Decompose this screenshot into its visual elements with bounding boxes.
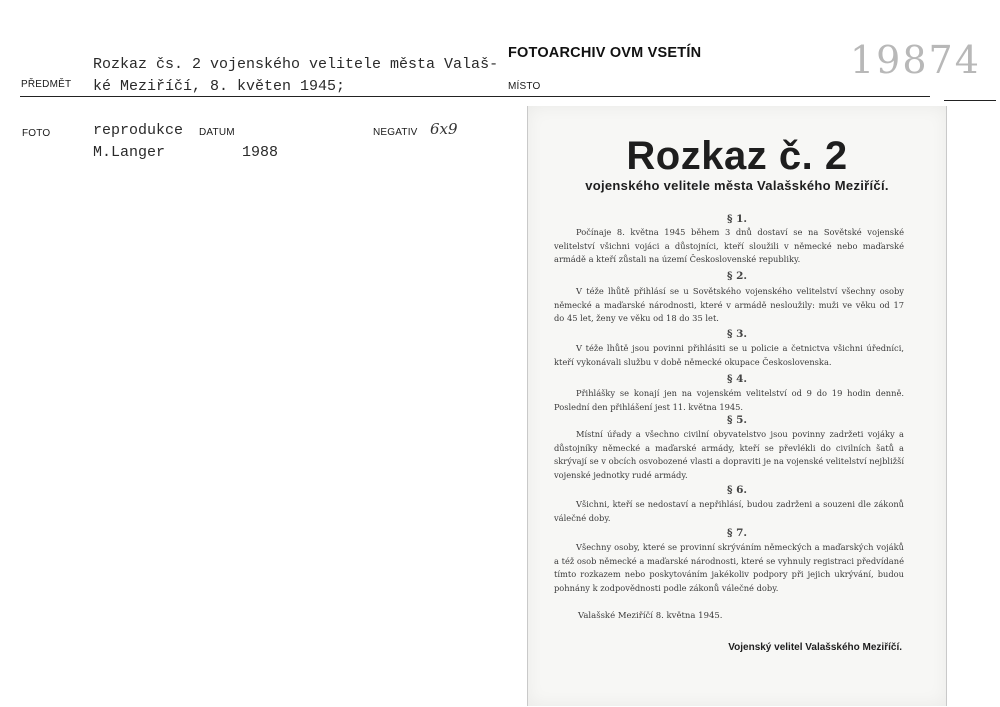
poster-title: Rozkaz č. 2 <box>626 134 848 178</box>
poster-signature: Vojenský velitel Valašského Meziříčí. <box>728 642 902 653</box>
poster-subtitle: vojenského velitele města Valašského Meziříčí. <box>585 178 889 193</box>
negativ-label: NEGATIV <box>373 127 418 138</box>
predmet-label: PŘEDMĚT <box>21 79 72 90</box>
datum-label: DATUM <box>199 127 235 138</box>
header-rule <box>20 96 930 97</box>
section-sign: § 2. <box>726 270 748 282</box>
section-text: Všichni, kteří se nedostaví a nepřihlásí, budou zadrženi a souzeni dle zákonů válečné doby. <box>554 499 904 523</box>
section-sign: § 7. <box>726 527 748 539</box>
photo-left-edge <box>527 106 528 706</box>
section-text: Všechny osoby, které se provinní skrýváním německých a maďarských vojáků a též osob německé a maďarské národnosti, které se vyhnuly registraci předvídané tímto rozkazem nebo poskytováním jakékoliv podpory při jejich ukrývání, budou pohnány k zodpovědnosti podle zákonů válečné doby. <box>554 542 904 593</box>
author-name: M.Langer <box>93 144 166 161</box>
datum-value: 1988 <box>242 144 279 161</box>
archive-name: FOTOARCHIV OVM VSETÍN <box>508 45 702 61</box>
photo-right-edge <box>946 106 947 706</box>
poster-photo <box>527 106 947 706</box>
section-text: Místní úřady a všechno civilní obyvatelstvo jsou povinny zadržeti vojáky a důstojníky německé a maďarské armády, kteří se převlékli do civilních šatů a skrývají se v obcích osvobozené vlasti a dopraviti je na vojenské velitelství nejbližší vojenské jednotky rudé armády. <box>554 429 904 480</box>
foto-label: FOTO <box>22 128 51 139</box>
section-text: Počínaje 8. května 1945 během 3 dnů dostaví se na Sovětské vojenské velitelství všichni vojáci a důstojníci, kteří sloužili v německé nebo maďarské armádě a kteří zůstali na území Československé republiky. <box>554 227 904 265</box>
subject-line-2: ké Meziříčí, 8. květen 1945; <box>93 78 346 95</box>
section-sign: § 1. <box>726 213 748 225</box>
foto-value: reprodukce <box>93 122 184 139</box>
negativ-value: 6x9 <box>430 120 458 138</box>
misto-label: MÍSTO <box>508 81 541 92</box>
subject-line-1: Rozkaz čs. 2 vojenského velitele města Valaš- <box>93 56 499 73</box>
section-text: V téže lhůtě přihlásí se u Sovětského vojenského velitelství všechny osoby německé a maďarské národnosti, které v armádě nesloužily: muži ve věku od 17 do 45 let, ženy ve věku od 18 do 35 let. <box>554 286 904 324</box>
header-rule-right <box>944 100 996 101</box>
section-sign: § 3. <box>726 328 748 340</box>
section-sign: § 4. <box>726 373 748 385</box>
section-sign: § 5. <box>726 414 748 426</box>
inventory-number: 19874 <box>850 38 981 82</box>
section-sign: § 6. <box>726 484 748 496</box>
section-text: V téže lhůtě jsou povinni přihlásiti se u policie a četnictva všichni úředníci, kteří vykonávali službu v době německé okupace Československa. <box>554 343 904 367</box>
poster-date-place: Valašské Meziříčí 8. května 1945. <box>578 611 723 621</box>
section-text: Přihlášky se konají jen na vojenském velitelství od 9 do 19 hodin denně. Poslední den přihlášení jest 11. května 1945. <box>554 388 904 412</box>
